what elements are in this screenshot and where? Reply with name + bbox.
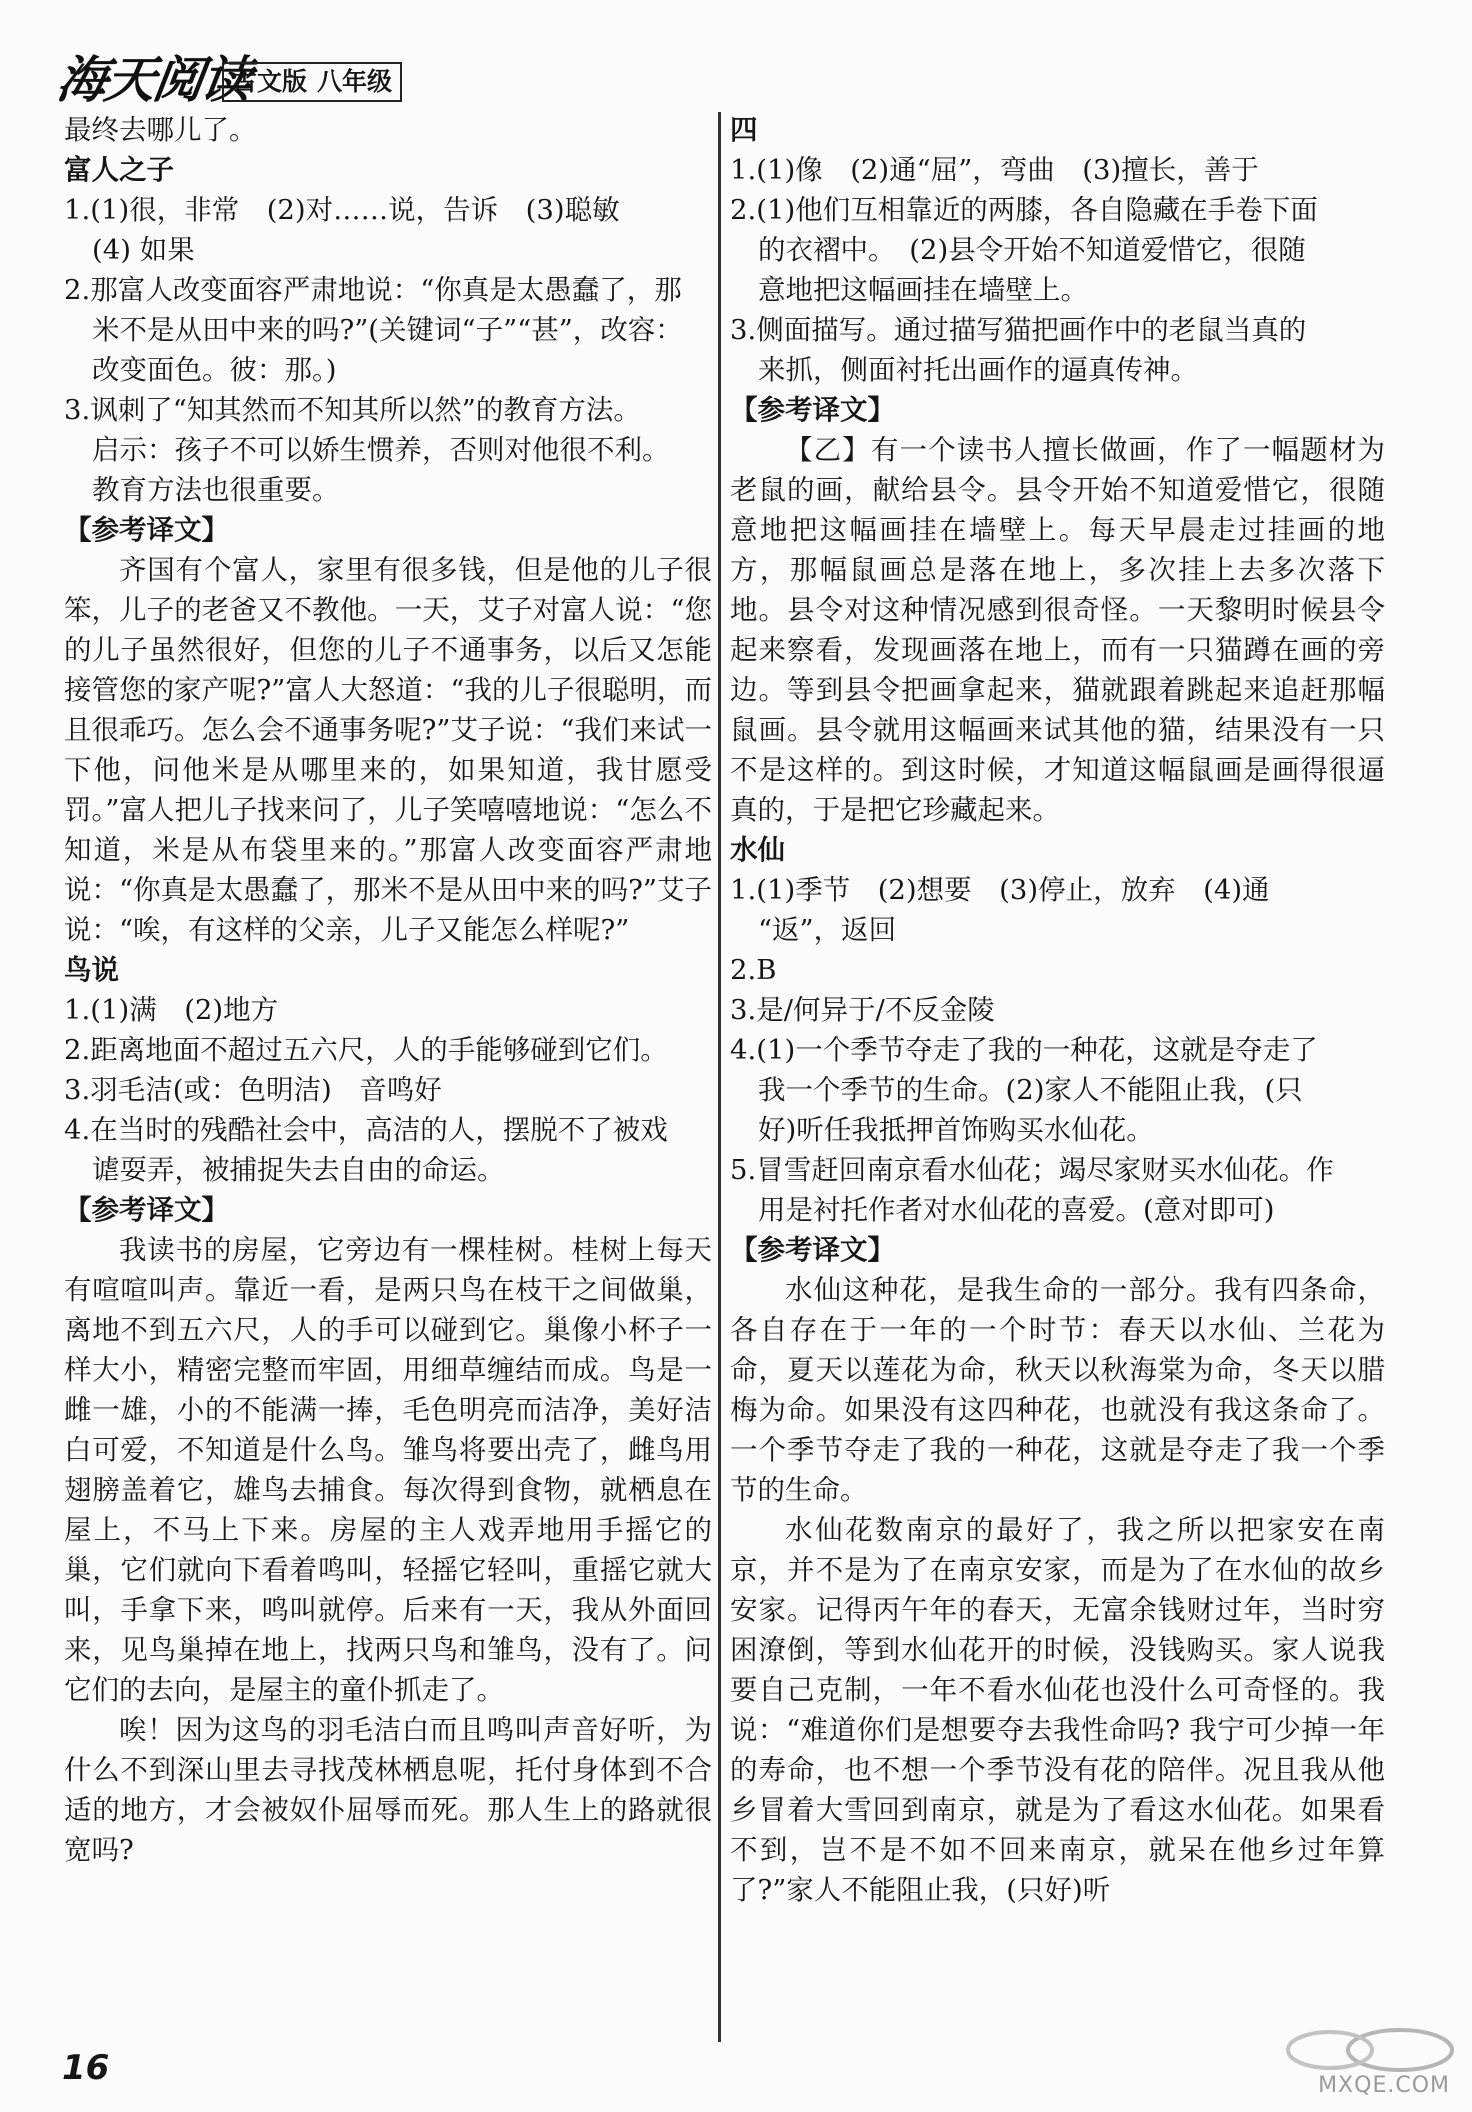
answer-continuation: 的衣褶中。 (2)县令开始不知道爱惜它，很随 bbox=[758, 234, 1306, 266]
answer-line: 5.冒雪赶回南京看水仙花；竭尽家财买水仙花。作 bbox=[730, 1154, 1334, 1186]
answer-line: 2.那富人改变面容严肃地说：“你真是太愚蠢了，那 bbox=[64, 274, 682, 306]
section-heading: 富人之子 bbox=[64, 154, 174, 186]
watermark-logo bbox=[1250, 2028, 1460, 2098]
translation-paragraph: 齐国有个富人，家里有很多钱，但是他的儿子很笨，儿子的老爸又不教他。一天，艾子对富人说：“您的儿子虽然很好，但您的儿子不通事务，以后又怎能接管您的家产呢?”富人大怒道：“我的儿子很聪明，而且很乖巧。怎么会不通事务呢?”艾子说：“我们来试一下他，问他米是从哪里来的，如果知道，我甘愿受罚。”富人把儿子找来问了，儿子笑嘻嘻地说：“怎么不知道，米是从布袋里来的。”那富人改变面容严肃地说：“你真是太愚蠢了，那米不是从田中来的吗?”艾子说：“唉，有这样的父亲，儿子又能怎么样呢?” bbox=[64, 554, 712, 946]
answer-line: 1.(1)像 (2)通“屈”，弯曲 (3)擅长，善于 bbox=[730, 154, 1259, 186]
translation-paragraph: 水仙这种花，是我生命的一部分。我有四条命，各自存在于一年的一个时节：春天以水仙、兰花为命，夏天以莲花为命，秋天以秋海棠为命，冬天以腊梅为命。如果没有这四种花，也就没有我这条命了。一个季节夺走了我的一种花，这就是夺走了我一个季节的生命。 bbox=[730, 1274, 1385, 1506]
reference-translation-heading: 【参考译文】 bbox=[730, 394, 895, 426]
answer-continuation: 改变面色。彼：那。) bbox=[92, 354, 337, 386]
section-heading: 四 bbox=[730, 114, 758, 146]
answer-line: 2.距离地面不超过五六尺，人的手能够碰到它们。 bbox=[64, 1034, 668, 1066]
reference-translation-heading: 【参考译文】 bbox=[64, 1194, 229, 1226]
watermark-text: MXQE.COM bbox=[1318, 2073, 1450, 2098]
grade-label: 八年级 bbox=[317, 67, 393, 96]
answer-line: 最终去哪儿了。 bbox=[64, 114, 257, 146]
answer-continuation: “返”，返回 bbox=[758, 914, 897, 946]
answer-continuation: 教育方法也很重要。 bbox=[92, 474, 340, 506]
edition-box bbox=[222, 62, 402, 102]
answer-continuation: 谑耍弄，被捕捉失去自由的命运。 bbox=[92, 1154, 505, 1186]
answer-line: 1.(1)很，非常 (2)对……说，告诉 (3)聪敏 bbox=[64, 194, 620, 226]
answer-line: 2.(1)他们互相靠近的两膝，各自隐藏在手卷下面 bbox=[730, 194, 1318, 226]
column-divider bbox=[718, 112, 721, 2042]
answer-line: 1.(1)满 (2)地方 bbox=[64, 994, 279, 1026]
page-header bbox=[53, 40, 478, 110]
answer-line: 3.讽刺了“知其然而不知其所以然”的教育方法。 bbox=[64, 394, 641, 426]
section-heading: 水仙 bbox=[730, 834, 785, 866]
translation-paragraph: 【乙】有一个读书人擅长做画，作了一幅题材为老鼠的画，献给县令。县令开始不知道爱惜它，很随意地把这幅画挂在墙壁上。每天早晨走过挂画的地方，那幅鼠画总是落在地上，多次挂上去多次落下地。县令对这种情况感到很奇怪。一天黎明时候县令起来察看，发现画落在地上，而有一只猫蹲在画的旁边。等到县令把画拿起来，猫就跟着跳起来追赶那幅鼠画。县令就用这幅画来试其他的猫，结果没有一只不是这样的。到这时候，才知道这幅鼠画是画得很逼真的，于是把它珍藏起来。 bbox=[730, 434, 1385, 826]
edition-label: 古文版 bbox=[232, 67, 308, 96]
answer-continuation: 米不是从田中来的吗?”(关键词“子”“甚”，改容： bbox=[92, 314, 683, 346]
answer-line: 3.羽毛洁(或：色明洁) 音鸣好 bbox=[64, 1074, 442, 1106]
answer-continuation: 来抓，侧面衬托出画作的逼真传神。 bbox=[758, 354, 1198, 386]
answer-line: 3.是/何异于/不反金陵 bbox=[730, 994, 995, 1026]
reference-translation-heading: 【参考译文】 bbox=[64, 514, 229, 546]
translation-paragraph: 唉！因为这鸟的羽毛洁白而且鸣叫声音好听，为什么不到深山里去寻找茂林栖息呢，托付身体到不合适的地方，才会被奴仆屈辱而死。那人生上的路就很宽吗? bbox=[64, 1714, 712, 1866]
answer-line: 4.(1)一个季节夺走了我的一种花，这就是夺走了 bbox=[730, 1034, 1318, 1066]
translation-paragraph: 我读书的房屋，它旁边有一棵桂树。桂树上每天有喧喧叫声。靠近一看，是两只鸟在枝干之间做巢，离地不到五六尺，人的手可以碰到它。巢像小杯子一样大小，精密完整而牢固，用细草缠结而成。鸟是一雌一雄，小的不能满一捧，毛色明亮而洁净，美好洁白可爱，不知道是什么鸟。雏鸟将要出壳了，雌鸟用翅膀盖着它，雄鸟去捕食。每次得到食物，就栖息在屋上，不马上下来。房屋的主人戏弄地用手摇它的巢，它们就向下看着鸣叫，轻摇它轻叫，重摇它就大叫，手拿下来，鸣叫就停。后来有一天，我从外面回来，见鸟巢掉在地上，找两只鸟和雏鸟，没有了。问它们的去向，是屋主的童仆抓走了。 bbox=[64, 1234, 712, 1706]
answer-line: 2.B bbox=[730, 954, 777, 986]
left-column bbox=[64, 110, 712, 1870]
reference-translation-heading: 【参考译文】 bbox=[730, 1234, 895, 1266]
answer-line: 3.侧面描写。通过描写猫把画作中的老鼠当真的 bbox=[730, 314, 1307, 346]
page-number: 16 bbox=[62, 2048, 110, 2088]
series-logo: 海天阅读 bbox=[53, 51, 254, 109]
right-column bbox=[730, 110, 1385, 1910]
answer-continuation: 我一个季节的生命。(2)家人不能阻止我，(只 bbox=[758, 1074, 1303, 1106]
answer-line: 4.在当时的残酷社会中，高洁的人，摆脱不了被戏 bbox=[64, 1114, 668, 1146]
answer-continuation: (4) 如果 bbox=[92, 234, 195, 266]
answer-continuation: 好)听任我抵押首饰购买水仙花。 bbox=[758, 1114, 1154, 1146]
section-heading: 鸟说 bbox=[64, 954, 119, 986]
translation-paragraph: 水仙花数南京的最好了，我之所以把家安在南京，并不是为了在南京安家，而是为了在水仙的故乡安家。记得丙午年的春天，无富余钱财过年，当时穷困潦倒，等到水仙花开的时候，没钱购买。家人说我要自己克制，一年不看水仙花也没什么可奇怪的。我说：“难道你们是想要夺去我性命吗? 我宁可少掉一年的寿命，也不想一个季节没有花的陪伴。况且我从他乡冒着大雪回到南京，就是为了看这水仙花。如果看不到，岂不是不如不回来南京，就呆在他乡过年算了?”家人不能阻止我，(只好)听 bbox=[730, 1514, 1385, 1906]
answer-continuation: 意地把这幅画挂在墙壁上。 bbox=[758, 274, 1088, 306]
answer-continuation: 启示：孩子不可以娇生惯养，否则对他很不利。 bbox=[92, 434, 670, 466]
answer-line: 1.(1)季节 (2)想要 (3)停止，放弃 (4)通 bbox=[730, 874, 1270, 906]
answer-continuation: 用是衬托作者对水仙花的喜爱。(意对即可) bbox=[758, 1194, 1275, 1226]
